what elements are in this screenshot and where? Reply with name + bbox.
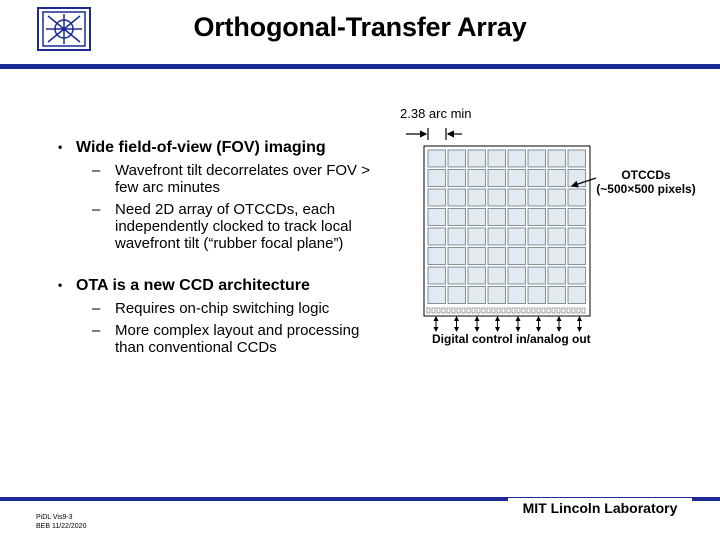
- otccd-cell: [448, 209, 466, 226]
- otccd-cell: [508, 170, 526, 187]
- sub-dash: –: [92, 162, 101, 179]
- arc-min-indicator: [406, 128, 462, 140]
- otccd-cell: [428, 228, 446, 245]
- otccd-cell: [508, 267, 526, 284]
- otccd-cell: [448, 189, 466, 206]
- bullet-dot: •: [58, 278, 63, 292]
- otccd-cell: [488, 267, 506, 284]
- otccd-cell: [488, 209, 506, 226]
- otccd-cell: [568, 248, 586, 265]
- otccd-cell: [528, 170, 546, 187]
- otccd-cell: [448, 287, 466, 304]
- otccd-label: [593, 168, 699, 196]
- footer-organization: MIT Lincoln Laboratory: [508, 498, 692, 518]
- otccd-cell: [448, 150, 466, 167]
- sub-text: Need 2D array of OTCCDs, each independently clocked to track local wavefront tilt (“rubber focal plane”): [115, 201, 352, 252]
- otccd-cell: [508, 209, 526, 226]
- otccd-cell: [428, 189, 446, 206]
- digital-control-label: Digital control in/analog out: [432, 332, 591, 346]
- bullet-text: OTA is a new CCD architecture: [76, 277, 310, 294]
- sub-text: Wavefront tilt decorrelates over FOV > few arc minutes: [115, 162, 370, 196]
- otccd-cell: [528, 189, 546, 206]
- sub-text: More complex layout and processing than conventional CCDs: [115, 322, 360, 356]
- sub-text: Requires on-chip switching logic: [115, 300, 330, 317]
- otccd-cell: [548, 170, 566, 187]
- io-arrows: [434, 316, 583, 332]
- otccd-cell: [568, 267, 586, 284]
- io-arrow-head-up: [577, 316, 582, 321]
- otccd-cell: [548, 228, 566, 245]
- otccd-cell: [488, 287, 506, 304]
- otccd-cell: [488, 150, 506, 167]
- otccd-cell: [468, 209, 486, 226]
- otccd-cell: [508, 287, 526, 304]
- otccd-cell: [548, 209, 566, 226]
- otccd-cell: [508, 150, 526, 167]
- otccd-cell: [528, 248, 546, 265]
- otccd-cell: [428, 209, 446, 226]
- otccd-cell: [568, 209, 586, 226]
- otccd-cell: [428, 150, 446, 167]
- otccd-cell: [548, 248, 566, 265]
- otccd-cell: [468, 248, 486, 265]
- sub-dash: –: [92, 322, 101, 339]
- io-arrow-head-up: [516, 316, 521, 321]
- sub-dash: –: [92, 201, 101, 218]
- otccd-cell: [488, 189, 506, 206]
- footer-meta-line2: BEB 11/22/2020: [36, 523, 87, 530]
- otccd-cell: [568, 228, 586, 245]
- otccd-cell: [448, 267, 466, 284]
- otccd-cell: [468, 287, 486, 304]
- io-arrow-head-up: [475, 316, 480, 321]
- otccd-cell: [468, 150, 486, 167]
- otccd-cell: [428, 248, 446, 265]
- bullet-dot: •: [58, 140, 63, 154]
- io-arrow-head-up: [434, 316, 439, 321]
- footer-meta: [36, 513, 86, 531]
- otccd-cell: [448, 170, 466, 187]
- arc-min-label: 2.38 arc min: [400, 106, 472, 121]
- otccd-cell: [548, 287, 566, 304]
- otccd-cell: [428, 267, 446, 284]
- sub-dash: –: [92, 300, 101, 317]
- otccd-cell: [468, 267, 486, 284]
- otccd-cell: [428, 287, 446, 304]
- slide-title: Orthogonal-Transfer Array: [193, 12, 527, 42]
- otccd-cell: [528, 228, 546, 245]
- io-arrow-head-up: [536, 316, 541, 321]
- otccd-cell: [508, 189, 526, 206]
- otccd-cell: [488, 248, 506, 265]
- otccd-cell: [508, 228, 526, 245]
- io-arrow-head-up: [495, 316, 500, 321]
- otccd-cell: [528, 287, 546, 304]
- io-arrow-head-up: [557, 316, 562, 321]
- otccd-cell: [448, 248, 466, 265]
- footer-meta-line1: PiDL Vis9-3: [36, 514, 73, 521]
- otccd-cell: [468, 189, 486, 206]
- otccd-cell: [468, 170, 486, 187]
- otccd-cell: [528, 150, 546, 167]
- otccd-cell: [548, 189, 566, 206]
- otccd-cell: [528, 209, 546, 226]
- io-arrow-head-up: [454, 316, 459, 321]
- otccd-cell: [468, 228, 486, 245]
- otccd-cell: [568, 150, 586, 167]
- otccd-cell: [548, 267, 566, 284]
- otccd-label-line1: OTCCDs: [621, 168, 671, 182]
- otccd-cell: [528, 267, 546, 284]
- otccd-cell: [448, 228, 466, 245]
- otccd-cell: [548, 150, 566, 167]
- bullet-text: Wide field-of-view (FOV) imaging: [76, 139, 326, 156]
- otccd-cell: [488, 170, 506, 187]
- otccd-cell: [508, 248, 526, 265]
- otccd-label-line2: (~500×500 pixels): [596, 182, 696, 196]
- otccd-cell: [568, 287, 586, 304]
- otccd-cell: [488, 228, 506, 245]
- otccd-cell: [428, 170, 446, 187]
- otccd-cell: [568, 189, 586, 206]
